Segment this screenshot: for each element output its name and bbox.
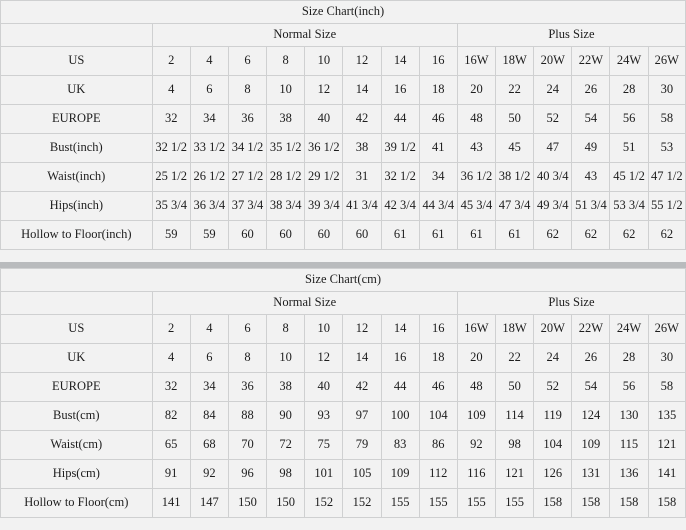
table-row [1,315,686,344]
table-row [1,76,686,105]
cell: 34 [190,105,228,134]
cell: 18W [496,47,534,76]
cell: 97 [343,402,381,431]
cell: 6 [190,76,228,105]
cell: 32 1/2 [381,163,419,192]
cell: 35 1/2 [267,134,305,163]
cell: 35 3/4 [152,192,190,221]
cell: 22W [572,47,610,76]
cell: 32 1/2 [152,134,190,163]
chart-title: Size Chart(cm) [1,269,686,292]
cell: 49 [572,134,610,163]
cell: 24 [534,76,572,105]
cell: 46 [419,105,457,134]
cell: 4 [152,76,190,105]
cell: 4 [190,315,228,344]
group-plus-size: Plus Size [457,24,685,47]
cell: 2 [152,315,190,344]
cell: 65 [152,431,190,460]
cell: 36 [228,373,266,402]
cell: 42 [343,105,381,134]
corner-blank [1,292,153,315]
cell: 158 [572,489,610,518]
cell: 50 [496,105,534,134]
cell: 30 [648,344,685,373]
row-label: US [1,47,153,76]
cell: 75 [305,431,343,460]
row-label: EUROPE [1,105,153,134]
cell: 12 [343,315,381,344]
size-chart-cm-table [0,268,686,518]
cell: 12 [305,76,343,105]
group-row [1,24,686,47]
title-row [1,269,686,292]
row-label: Hips(inch) [1,192,153,221]
size-chart-inch-table [0,0,686,250]
cell: 38 3/4 [267,192,305,221]
cell: 105 [343,460,381,489]
cell: 44 [381,373,419,402]
cell: 42 [343,373,381,402]
cell: 10 [305,47,343,76]
cell: 62 [534,221,572,250]
cell: 31 [343,163,381,192]
cell: 16 [419,47,457,76]
cell: 109 [457,402,495,431]
cell: 141 [152,489,190,518]
cell: 101 [305,460,343,489]
cell: 28 1/2 [267,163,305,192]
cell: 91 [152,460,190,489]
cell: 30 [648,76,685,105]
cell: 61 [457,221,495,250]
cell: 45 1/2 [610,163,648,192]
cell: 56 [610,373,648,402]
table-row [1,431,686,460]
cell: 8 [267,47,305,76]
cell: 83 [381,431,419,460]
cell: 92 [457,431,495,460]
cell: 104 [534,431,572,460]
cell: 155 [381,489,419,518]
cell: 12 [343,47,381,76]
cell: 62 [610,221,648,250]
cell: 22 [496,344,534,373]
group-normal-size: Normal Size [152,292,457,315]
cell: 52 [534,373,572,402]
cell: 88 [228,402,266,431]
row-label: Hollow to Floor(inch) [1,221,153,250]
cell: 12 [305,344,343,373]
cell: 104 [419,402,457,431]
cell: 41 3/4 [343,192,381,221]
cell: 33 1/2 [190,134,228,163]
cell: 4 [152,344,190,373]
cell: 38 [267,373,305,402]
cell: 40 3/4 [534,163,572,192]
cell: 58 [648,373,685,402]
cell: 98 [267,460,305,489]
row-label: Waist(cm) [1,431,153,460]
cell: 8 [228,76,266,105]
cell: 34 1/2 [228,134,266,163]
cell: 29 1/2 [305,163,343,192]
cell: 26 1/2 [190,163,228,192]
cell: 150 [228,489,266,518]
cell: 4 [190,47,228,76]
cell: 70 [228,431,266,460]
title-row [1,1,686,24]
corner-blank [1,24,153,47]
cell: 14 [343,344,381,373]
cell: 56 [610,105,648,134]
cell: 92 [190,460,228,489]
cell: 36 [228,105,266,134]
cell: 112 [419,460,457,489]
cell: 121 [496,460,534,489]
cell: 32 [152,373,190,402]
cell: 14 [381,47,419,76]
cell: 49 3/4 [534,192,572,221]
cell: 28 [610,76,648,105]
cell: 2 [152,47,190,76]
cell: 44 3/4 [419,192,457,221]
table-row [1,373,686,402]
cell: 58 [648,105,685,134]
cell: 121 [648,431,685,460]
row-label: EUROPE [1,373,153,402]
row-label: UK [1,76,153,105]
cell: 155 [419,489,457,518]
cell: 50 [496,373,534,402]
cell: 24W [610,315,648,344]
cell: 45 [496,134,534,163]
row-label: Bust(inch) [1,134,153,163]
cell: 51 3/4 [572,192,610,221]
cell: 72 [267,431,305,460]
cell: 36 1/2 [457,163,495,192]
cell: 8 [228,344,266,373]
cell: 152 [305,489,343,518]
cell: 60 [267,221,305,250]
cell: 46 [419,373,457,402]
cell: 6 [228,47,266,76]
row-label: Hollow to Floor(cm) [1,489,153,518]
cell: 90 [267,402,305,431]
cell: 158 [610,489,648,518]
cell: 147 [190,489,228,518]
chart-title: Size Chart(inch) [1,1,686,24]
cell: 61 [381,221,419,250]
cell: 59 [152,221,190,250]
cell: 119 [534,402,572,431]
cell: 27 1/2 [228,163,266,192]
cell: 38 1/2 [496,163,534,192]
cell: 22W [572,315,610,344]
cell: 22 [496,76,534,105]
cell: 26W [648,47,685,76]
cell: 115 [610,431,648,460]
cell: 54 [572,105,610,134]
cell: 38 [267,105,305,134]
cell: 114 [496,402,534,431]
cell: 158 [648,489,685,518]
cell: 82 [152,402,190,431]
cell: 48 [457,105,495,134]
cell: 39 1/2 [381,134,419,163]
cell: 14 [381,315,419,344]
cell: 60 [343,221,381,250]
table-row [1,489,686,518]
cell: 150 [267,489,305,518]
cell: 20 [457,76,495,105]
cell: 155 [496,489,534,518]
cell: 47 [534,134,572,163]
cell: 62 [572,221,610,250]
cell: 18W [496,315,534,344]
cell: 25 1/2 [152,163,190,192]
cell: 43 [457,134,495,163]
group-normal-size: Normal Size [152,24,457,47]
table-row [1,192,686,221]
cell: 44 [381,105,419,134]
cell: 124 [572,402,610,431]
cell: 100 [381,402,419,431]
cell: 8 [267,315,305,344]
cell: 28 [610,344,648,373]
cell: 48 [457,373,495,402]
cell: 59 [190,221,228,250]
cell: 116 [457,460,495,489]
cell: 32 [152,105,190,134]
cell: 130 [610,402,648,431]
cell: 34 [419,163,457,192]
table-row [1,105,686,134]
row-label: Bust(cm) [1,402,153,431]
cell: 55 1/2 [648,192,685,221]
table-row [1,460,686,489]
cell: 47 3/4 [496,192,534,221]
cell: 54 [572,373,610,402]
row-label: Waist(inch) [1,163,153,192]
row-label: US [1,315,153,344]
row-label: Hips(cm) [1,460,153,489]
cell: 51 [610,134,648,163]
cell: 45 3/4 [457,192,495,221]
cell: 98 [496,431,534,460]
cell: 20 [457,344,495,373]
cell: 109 [381,460,419,489]
table-row [1,402,686,431]
cell: 158 [534,489,572,518]
cell: 155 [457,489,495,518]
table-row [1,221,686,250]
cell: 16 [381,76,419,105]
cell: 136 [610,460,648,489]
cell: 39 3/4 [305,192,343,221]
cell: 42 3/4 [381,192,419,221]
cell: 96 [228,460,266,489]
cell: 16 [419,315,457,344]
group-row [1,292,686,315]
cell: 36 1/2 [305,134,343,163]
table-row [1,344,686,373]
table-row [1,134,686,163]
cell: 10 [267,76,305,105]
cell: 18 [419,76,457,105]
cell: 41 [419,134,457,163]
cell: 61 [496,221,534,250]
cell: 135 [648,402,685,431]
cell: 141 [648,460,685,489]
cell: 62 [648,221,685,250]
cell: 68 [190,431,228,460]
cell: 86 [419,431,457,460]
cell: 16W [457,315,495,344]
table-row [1,47,686,76]
cell: 40 [305,373,343,402]
cell: 6 [228,315,266,344]
cell: 20W [534,315,572,344]
cell: 40 [305,105,343,134]
cell: 93 [305,402,343,431]
cell: 61 [419,221,457,250]
cell: 152 [343,489,381,518]
cell: 18 [419,344,457,373]
cell: 26 [572,76,610,105]
cell: 6 [190,344,228,373]
cell: 10 [305,315,343,344]
cell: 43 [572,163,610,192]
size-chart-cm-block [0,268,686,530]
cell: 24 [534,344,572,373]
cell: 36 3/4 [190,192,228,221]
size-chart-inch-block [0,0,686,262]
cell: 60 [305,221,343,250]
cell: 53 [648,134,685,163]
cell: 38 [343,134,381,163]
cell: 126 [534,460,572,489]
group-plus-size: Plus Size [457,292,685,315]
table-row [1,163,686,192]
cell: 79 [343,431,381,460]
cell: 52 [534,105,572,134]
cell: 14 [343,76,381,105]
cell: 109 [572,431,610,460]
cell: 26 [572,344,610,373]
cell: 60 [228,221,266,250]
cell: 47 1/2 [648,163,685,192]
cell: 26W [648,315,685,344]
cell: 10 [267,344,305,373]
cell: 16 [381,344,419,373]
cell: 53 3/4 [610,192,648,221]
cell: 37 3/4 [228,192,266,221]
cell: 24W [610,47,648,76]
cell: 131 [572,460,610,489]
cell: 34 [190,373,228,402]
row-label: UK [1,344,153,373]
cell: 84 [190,402,228,431]
cell: 16W [457,47,495,76]
cell: 20W [534,47,572,76]
